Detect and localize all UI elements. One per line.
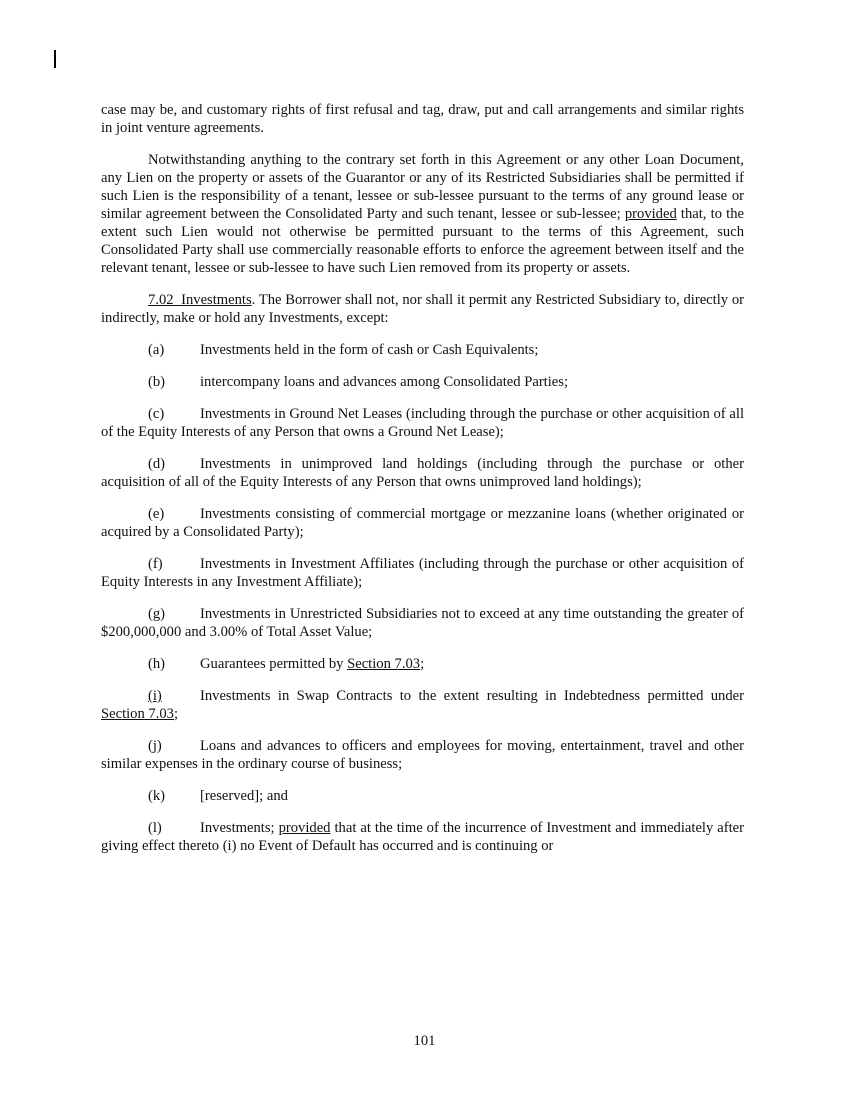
list-item-k: (k) [reserved]; and bbox=[148, 788, 288, 804]
list-item-h: (h) Guarantees permitted by Section 7.03; bbox=[148, 656, 425, 672]
list-item-i: (i) Investments in Swap Contracts to the extent resulting in Indebtedness permitted under Section 7.03; bbox=[101, 688, 744, 722]
section-reference: Section 7.03 bbox=[347, 656, 421, 672]
section-heading: Investments bbox=[181, 292, 252, 308]
section-reference: Section 7.03 bbox=[101, 706, 174, 722]
list-item-a: (a) Investments held in the form of cash or Cash Equivalents; bbox=[148, 342, 539, 358]
list-item-f: (f) Investments in Investment Affiliates (including through the purchase or other acquisition of Equity Interests in any Investment Affiliate); bbox=[101, 556, 744, 590]
page-number: 101 bbox=[413, 1033, 436, 1049]
list-item-j: (j) Loans and advances to officers and employees for moving, entertainment, travel and other similar expenses in the ordinary course of business; bbox=[101, 738, 744, 772]
list-item-e: (e) Investments consisting of commercial mortgage or mezzanine loans (whether originated or acquired by a Consolidated Party); bbox=[101, 506, 744, 540]
notwithstanding-paragraph: Notwithstanding anything to the contrary set forth in this Agreement or any other Loan Document, any Lien on the property or assets of the Guarantor or any of its Restricted Subsidiaries shall be permitted if such Lien is the responsibility of a tenant, lessee or sub-lessee pursuant to the terms of any ground lease or similar agreement between the Consolidated Party and such tenant, lessee or sub-lessee; provided that, to the extent such Lien would not otherwise be permitted pursuant to the terms of this Agreement, such Consolidated Party shall use commercially reasonable efforts to enforce the agreement between itself and the relevant tenant, lessee or sub-lessee to have such Lien removed from its property or assets. bbox=[101, 152, 744, 276]
list-item-g: (g) Investments in Unrestricted Subsidiaries not to exceed at any time outstanding the greater of $200,000,000 and 3.00% of Total Asset Value; bbox=[101, 606, 744, 640]
list-item-b: (b) intercompany loans and advances among Consolidated Parties; bbox=[148, 374, 568, 390]
section-7-02-paragraph: 7.02 Investments. The Borrower shall not, nor shall it permit any Restricted Subsidiary to, directly or indirectly, make or hold any Investments, except: bbox=[101, 292, 744, 326]
list-item-l: (l) Investments; provided that at the time of the incurrence of Investment and immediately after giving effect thereto (i) no Event of Default has occurred and is continuing or bbox=[101, 820, 744, 854]
body-text bbox=[101, 101, 744, 869]
list-item-d: (d) Investments in unimproved land holdings (including through the purchase or other acquisition of all of the Equity Interests of any Person that owns unimproved land holdings); bbox=[101, 456, 744, 490]
revision-bar bbox=[54, 50, 56, 68]
list-item-c: (c) Investments in Ground Net Leases (including through the purchase or other acquisition of all of the Equity Interests of any Person that owns a Ground Net Lease); bbox=[101, 406, 744, 440]
provided-term: provided bbox=[624, 206, 677, 222]
section-number: 7.02 bbox=[148, 292, 174, 308]
intro-paragraph: case may be, and customary rights of first refusal and tag, draw, put and call arrangements and similar rights in joint venture agreements. bbox=[101, 102, 744, 136]
provided-term: provided bbox=[278, 820, 331, 836]
